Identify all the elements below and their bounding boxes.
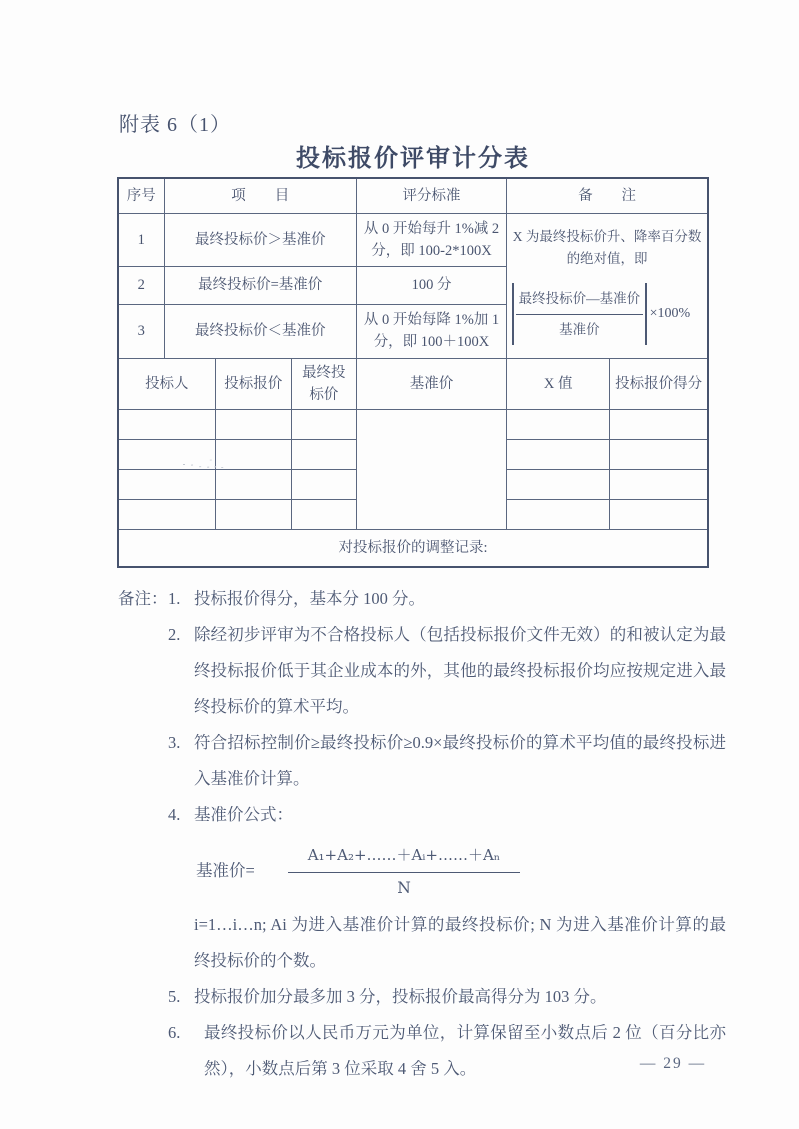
row-no: 3 (118, 304, 164, 358)
empty-cell-bidder (118, 439, 215, 469)
notes-label: 备注： (118, 589, 168, 608)
absolute-value-bar-right (645, 283, 647, 345)
bid-header-x-value: X 值 (507, 358, 610, 409)
bid-header-final-bid-price: 最终投标价 (291, 358, 356, 409)
bid-header-base-price: 基准价 (356, 358, 506, 409)
criteria-row-1 (118, 213, 708, 266)
note-item-5 (168, 979, 730, 1015)
scoring-table (117, 177, 709, 568)
note-text: 除经初步评审为不合格投标人（包括投标报价文件无效）的和被认定为最终投标报价低于其企业成本的外，其他的最终投标报价均应按规定进入最终投标价的算术平均。 (194, 625, 726, 716)
empty-cell-final-bid-price (291, 409, 356, 439)
row-criteria: 从 0 开始每降 1%加 1 分，即 100＋100X (356, 304, 506, 358)
bid-header-row (118, 358, 708, 409)
formula-numerator: A₁+A₂+……＋Aᵢ+……＋Aₙ (288, 844, 520, 873)
empty-cell-final-bid-price (291, 469, 356, 499)
note-item-3 (168, 725, 730, 797)
page-number: — 29 — (639, 1055, 707, 1072)
empty-cell-final-bid-price (291, 499, 356, 529)
note-item-2 (168, 617, 730, 725)
fraction-stack (516, 288, 644, 341)
bid-empty-row (118, 409, 708, 439)
note-item-6 (168, 1015, 730, 1087)
note-4-label: 基准价公式： (194, 805, 293, 824)
row-item: 最终投标价＞基准价 (164, 213, 356, 266)
note-number: 3. (168, 733, 181, 752)
bid-header-bidder: 投标人 (118, 358, 215, 409)
note-number: 1. (168, 589, 181, 608)
adjustment-label: 对投标报价的调整记录: (118, 529, 708, 567)
empty-cell-score (610, 499, 708, 529)
fraction-denominator: 基准价 (559, 321, 600, 337)
note-text: 投标报价加分最多加 3 分，投标报价最高得分为 103 分。 (194, 987, 607, 1006)
row-criteria: 从 0 开始每升 1%减 2 分，即 100-2*100X (356, 213, 506, 266)
formula-lhs: 基准价= (196, 861, 255, 880)
empty-cell-x-value (507, 409, 610, 439)
row-no: 1 (118, 213, 164, 266)
criteria-header-row (118, 178, 708, 213)
empty-cell-x-value (507, 469, 610, 499)
bid-header-score: 投标报价得分 (610, 358, 708, 409)
row-item: 最终投标价＜基准价 (164, 304, 356, 358)
empty-cell-bid-price (215, 409, 291, 439)
note-number: 6. (168, 1023, 181, 1042)
formula-explanation: i=1…i…n; Ai 为进入基准价计算的最终投标价; N 为进入基准价计算的最终投标价的个数。 (194, 915, 726, 970)
note-item-1 (118, 581, 730, 617)
fraction-multiplier: ×100% (649, 306, 691, 321)
fraction-numerator: 最终投标价—基准价 (516, 288, 644, 315)
row-criteria: 100 分 (356, 266, 506, 304)
empty-cell-bidder (118, 469, 215, 499)
scan-artifact (183, 464, 185, 465)
header-cell-remark: 备 注 (507, 178, 708, 213)
empty-cell-x-value (507, 439, 610, 469)
formula-denominator: N (397, 878, 411, 897)
note-text: 最终投标价以人民币万元为单位，计算保留至小数点后 2 位（百分比亦然），小数点后第 3 位采取 4 舍 5 入。 (204, 1023, 726, 1078)
note-text: 符合招标控制价≥最终投标价≥0.9×最终投标价的算术平均值的最终投标进入基准价计算。 (194, 733, 726, 788)
note-item-4 (168, 797, 730, 979)
header-cell-criteria: 评分标准 (356, 178, 506, 213)
empty-cell-score (610, 469, 708, 499)
attachment-label: 附表 6（1） (119, 114, 231, 136)
empty-cell-base-price-merged (356, 409, 506, 529)
empty-cell-bid-price (215, 469, 291, 499)
remark-fraction (512, 283, 703, 345)
adjustment-row (118, 529, 708, 567)
note-number: 5. (168, 987, 181, 1006)
row-item: 最终投标价=基准价 (164, 266, 356, 304)
remark-intro: X 为最终投标价升、降率百分数的绝对值，即 (512, 229, 702, 266)
formula-fraction (288, 844, 520, 899)
note-number: 2. (168, 625, 181, 644)
empty-cell-score (610, 409, 708, 439)
absolute-value-bar-left (512, 283, 514, 345)
note-number: 4. (168, 805, 181, 824)
empty-cell-bid-price (215, 439, 291, 469)
row-no: 2 (118, 266, 164, 304)
empty-cell-bidder (118, 499, 215, 529)
note-text (194, 797, 726, 979)
remark-cell (507, 213, 708, 358)
empty-cell-bid-price (215, 499, 291, 529)
base-price-formula (196, 835, 726, 907)
notes-section (118, 581, 730, 1087)
empty-cell-score (610, 439, 708, 469)
header-cell-item: 项 目 (164, 178, 356, 213)
page-title: 投标报价评审计分表 (296, 146, 530, 172)
bid-header-bid-price: 投标报价 (215, 358, 291, 409)
header-cell-no: 序号 (118, 178, 164, 213)
empty-cell-x-value (507, 499, 610, 529)
empty-cell-final-bid-price (291, 439, 356, 469)
empty-cell-bidder (118, 409, 215, 439)
note-text: 投标报价得分，基本分 100 分。 (194, 589, 425, 608)
